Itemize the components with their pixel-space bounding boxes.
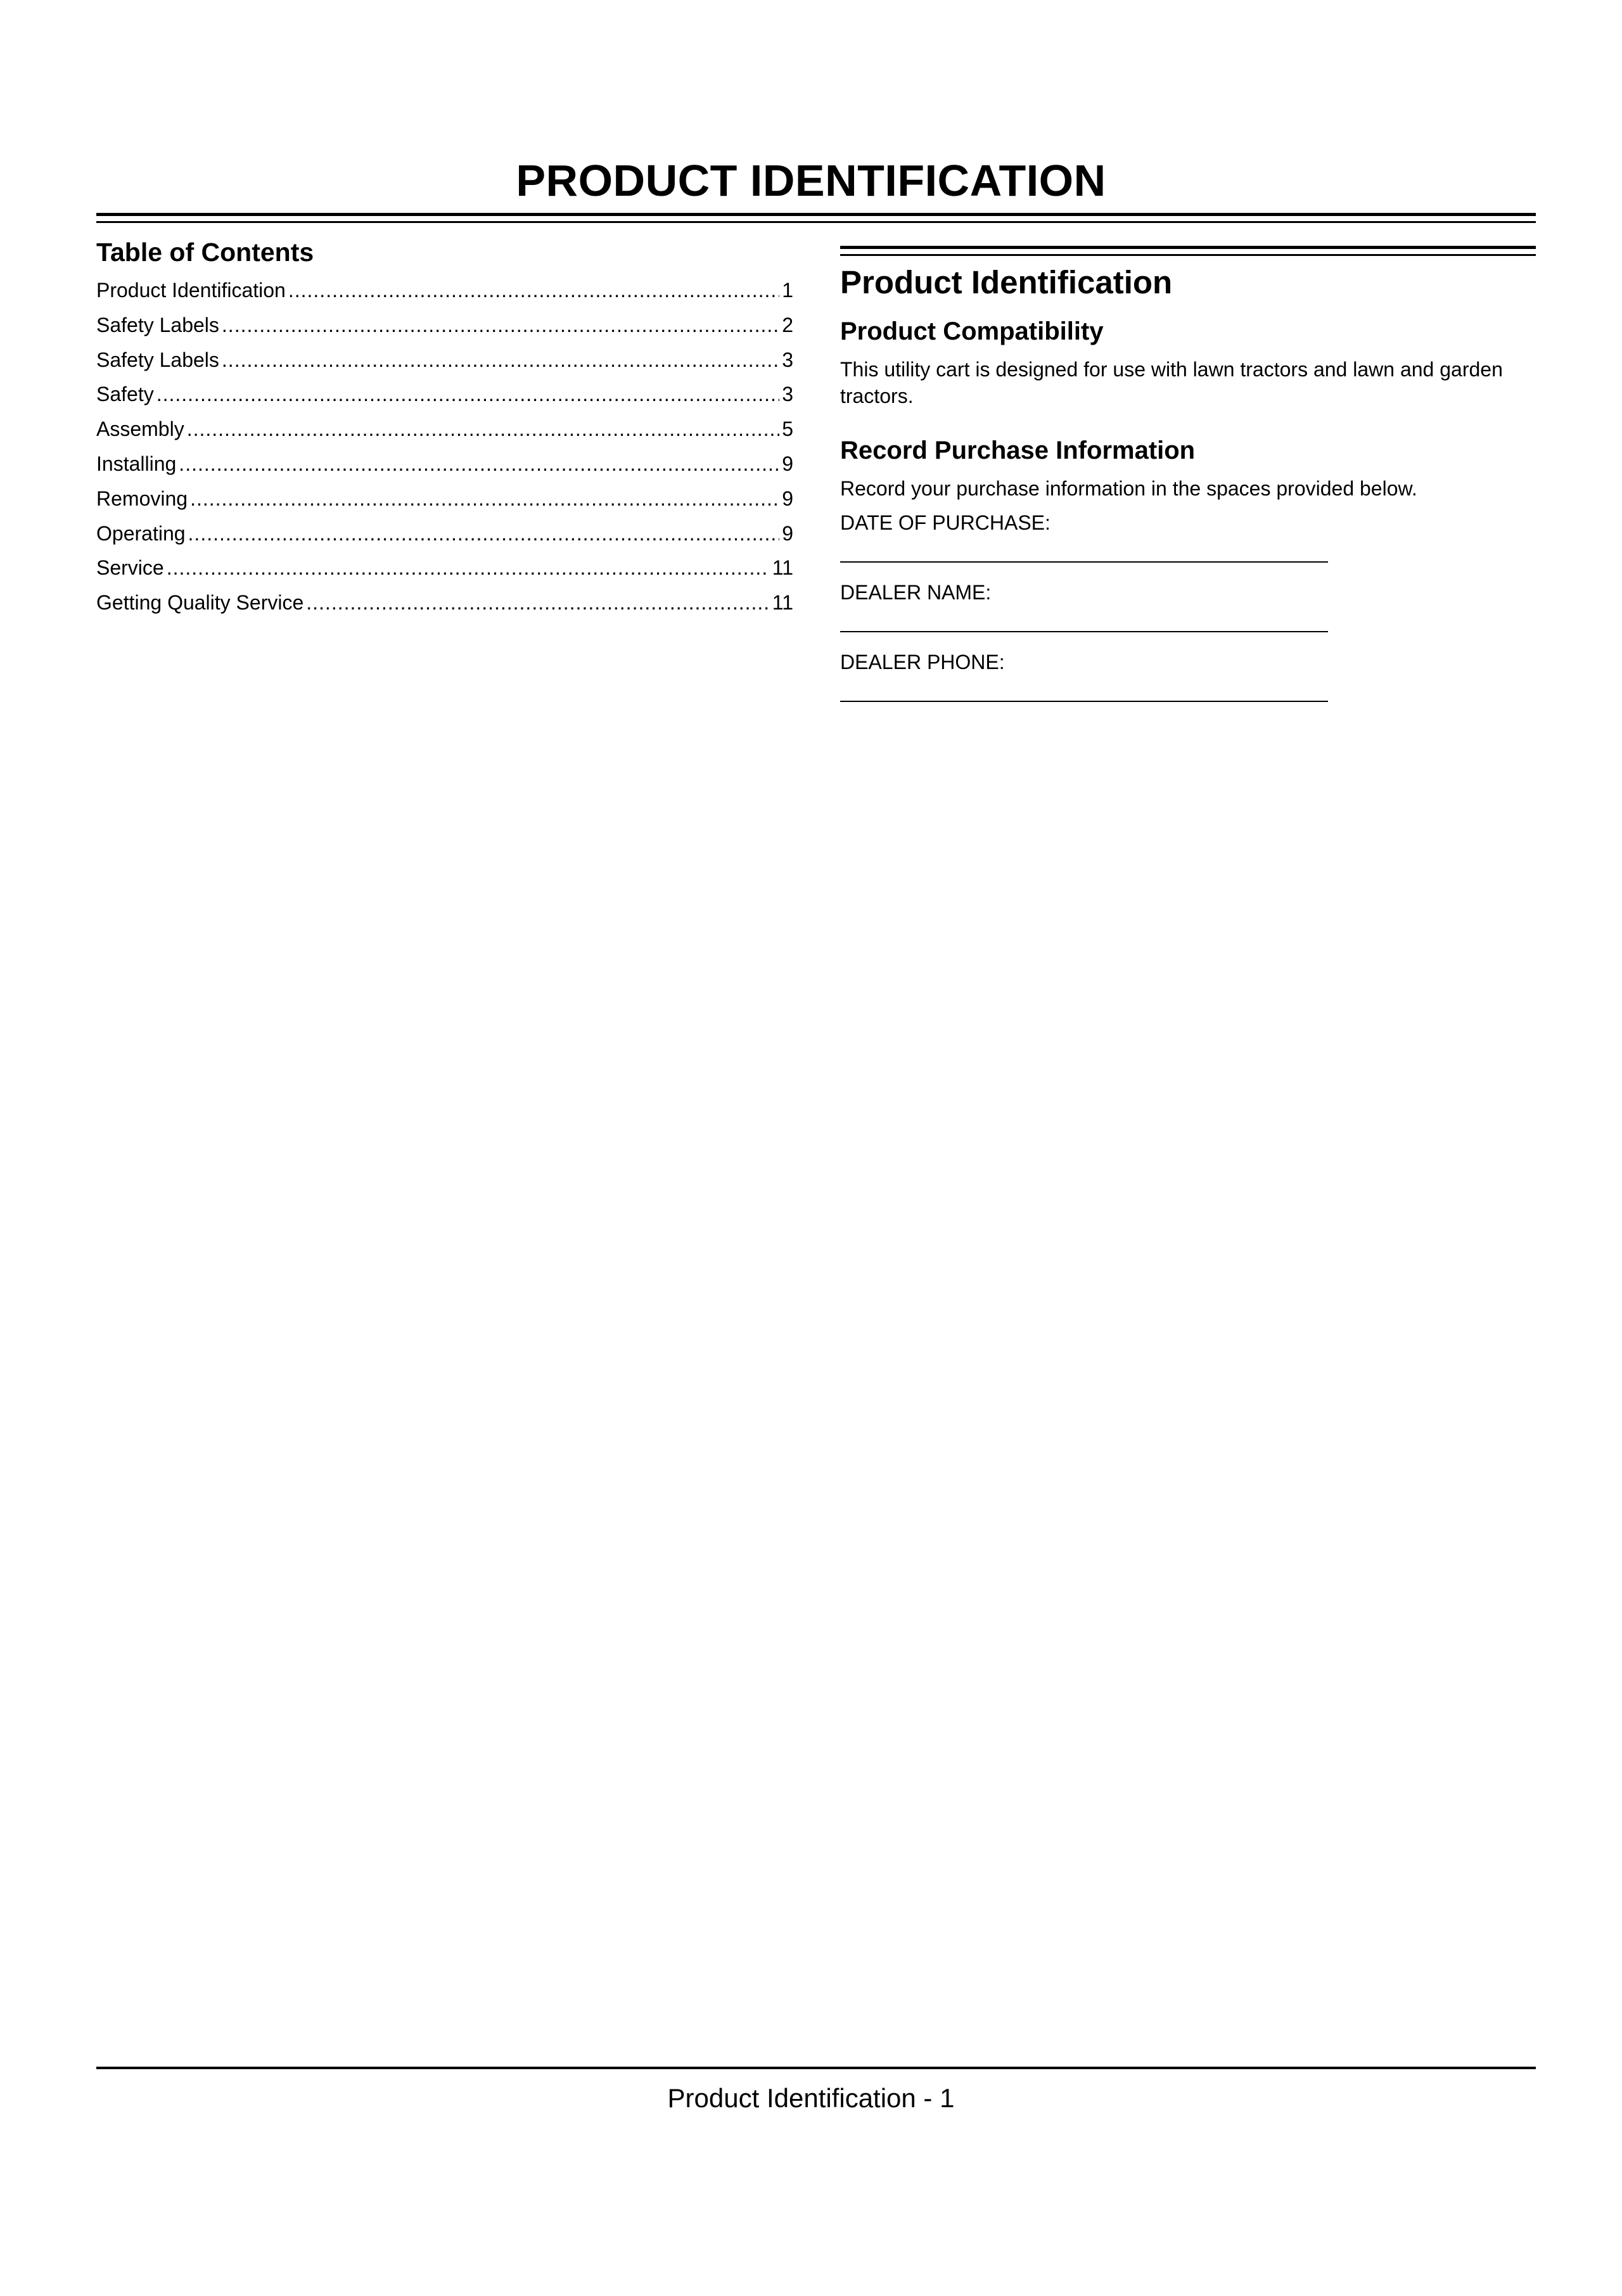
toc-entry-label: Assembly (96, 418, 184, 441)
toc-entry (96, 277, 793, 312)
compatibility-text: This utility cart is designed for use with lawn tractors and lawn and garden tractors. (840, 358, 1503, 407)
toc-list (96, 277, 793, 625)
toc-heading: Table of Contents (96, 238, 314, 267)
dealer-phone-line (840, 675, 1328, 702)
toc-entry-page: 9 (782, 521, 793, 545)
date-of-purchase-label: DATE OF PURCHASE: (840, 511, 1050, 534)
toc-entry (96, 347, 793, 382)
section-divider (840, 246, 1536, 256)
toc-entry-page: 1 (782, 279, 793, 302)
footer-page-label: Product Identification - 1 (667, 2083, 955, 2113)
toc-entry-page: 11 (772, 556, 793, 580)
toc-entry (96, 590, 793, 625)
purchase-heading: Record Purchase Information (840, 437, 1196, 464)
toc-entry-page: 3 (782, 383, 793, 406)
toc-leader-dots (222, 347, 779, 373)
toc-entry-page: 9 (782, 487, 793, 510)
toc-leader-dots (156, 381, 779, 407)
toc-entry (96, 486, 793, 521)
dealer-name-line (840, 606, 1328, 632)
toc-entry (96, 521, 793, 556)
toc-leader-dots (222, 312, 779, 338)
toc-leader-dots (306, 590, 770, 615)
toc-entry-page: 11 (772, 591, 793, 615)
toc-entry-label: Removing (96, 487, 188, 510)
toc-entry-page: 2 (782, 313, 793, 336)
toc-entry (96, 555, 793, 590)
toc-entry-label: Operating (96, 521, 186, 545)
purchase-intro: Record your purchase information in the spaces provided below. (840, 477, 1417, 500)
toc-entry-label: Getting Quality Service (96, 591, 304, 615)
title-divider (96, 213, 1536, 223)
page-title: PRODUCT IDENTIFICATION (516, 156, 1106, 205)
dealer-phone-label: DEALER PHONE: (840, 651, 1005, 673)
toc-leader-dots (190, 486, 779, 511)
toc-entry-page: 3 (782, 348, 793, 371)
toc-entry-page: 9 (782, 452, 793, 475)
toc-entry-page: 5 (782, 418, 793, 441)
product-identification-section (840, 262, 1536, 718)
toc-leader-dots (188, 521, 780, 546)
toc-entry (96, 451, 793, 486)
toc-leader-dots (187, 416, 780, 442)
toc-entry-label: Safety Labels (96, 313, 219, 336)
toc-entry-label: Product Identification (96, 279, 286, 302)
toc-entry-label: Service (96, 556, 164, 580)
toc-entry-label: Safety (96, 383, 154, 406)
toc-leader-dots (167, 555, 770, 580)
toc-leader-dots (179, 451, 779, 476)
footer-divider (96, 2067, 1536, 2069)
toc-entry-label: Safety Labels (96, 348, 219, 371)
toc-entry-label: Installing (96, 452, 177, 475)
toc-entry (96, 416, 793, 451)
dealer-name-label: DEALER NAME: (840, 581, 992, 604)
date-of-purchase-line (840, 536, 1328, 563)
toc-entry (96, 381, 793, 416)
toc-entry (96, 312, 793, 347)
toc-leader-dots (288, 277, 779, 303)
compatibility-heading: Product Compatibility (840, 317, 1104, 345)
section-title: Product Identification (840, 264, 1173, 300)
table-of-contents (96, 236, 793, 625)
